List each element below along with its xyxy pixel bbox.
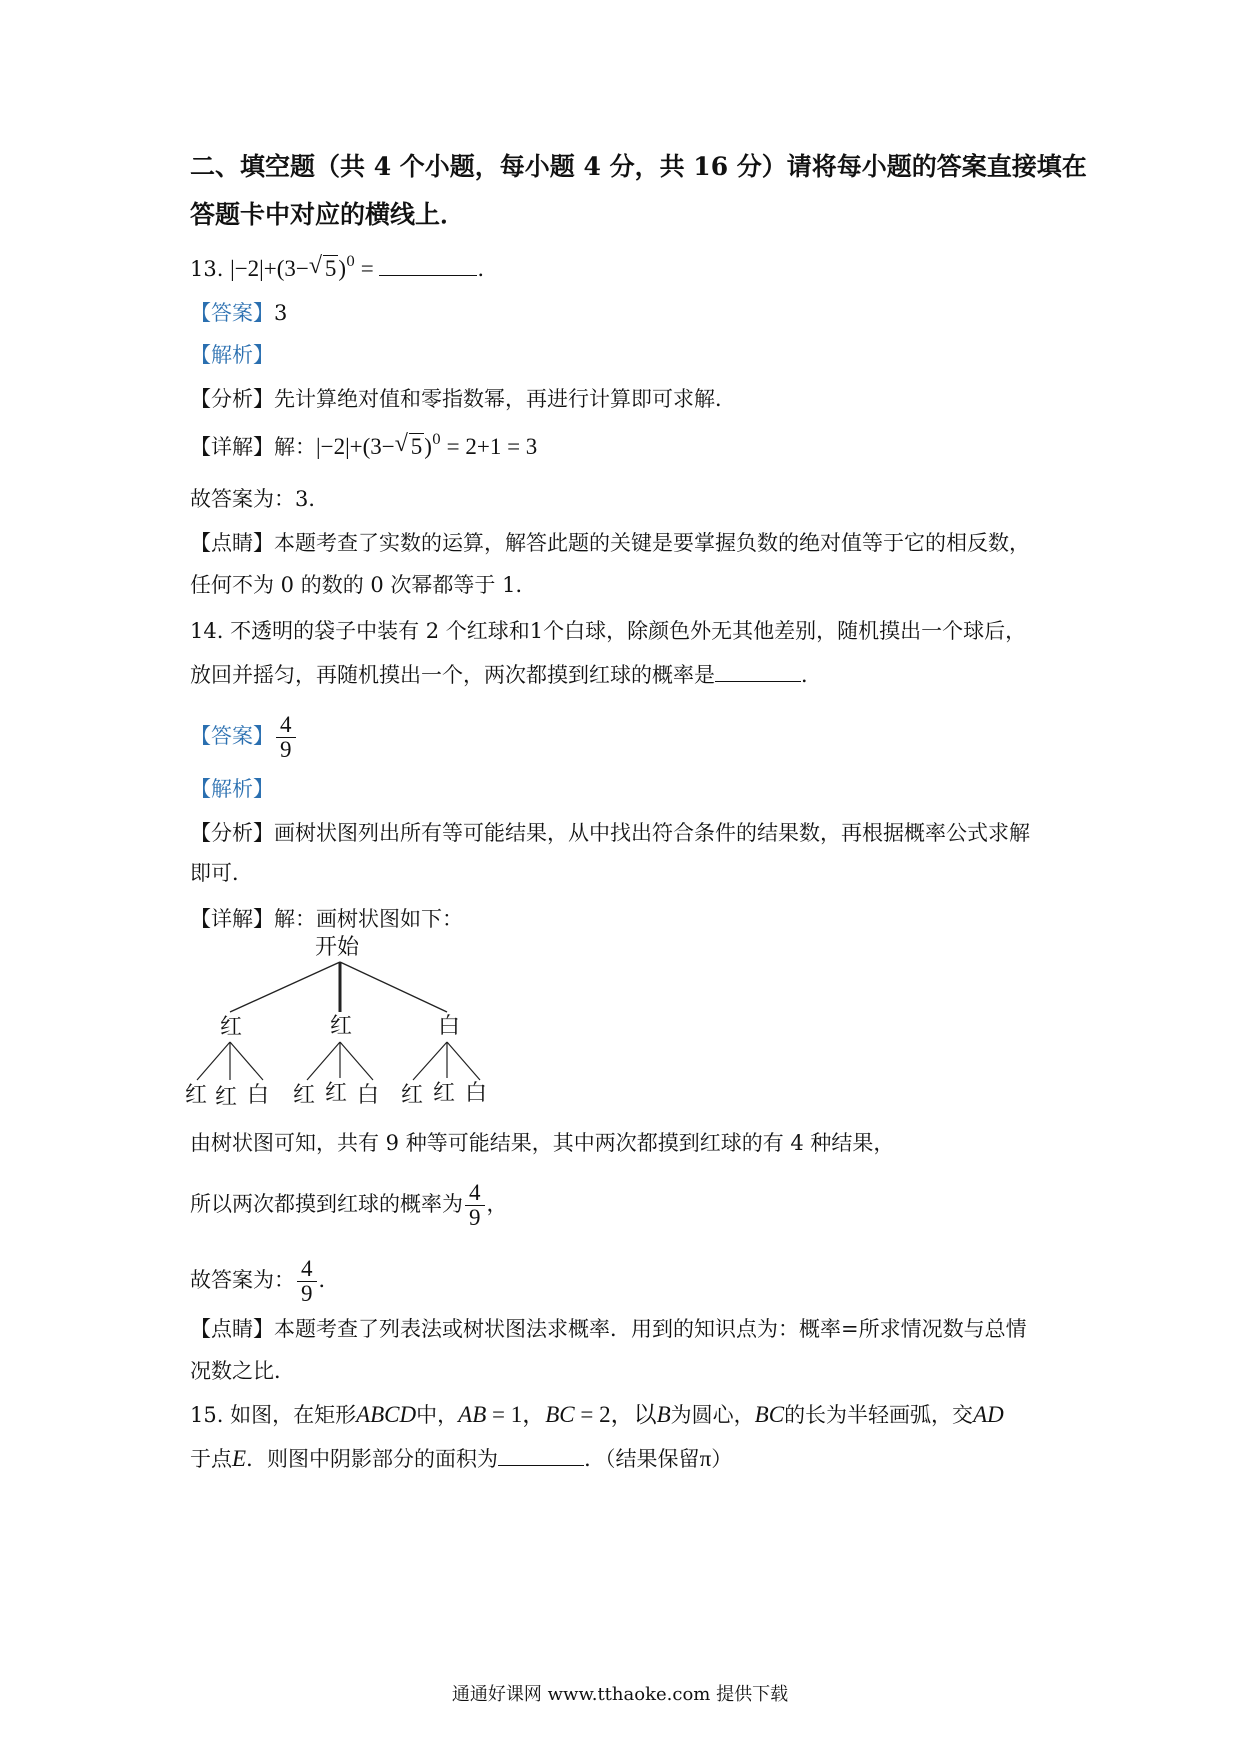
question-text: = 2，以	[574, 1402, 657, 1427]
section-heading-line2: 答题卡中对应的横线上．	[190, 200, 466, 229]
question-text: ．则图中阴影部分的面积为	[246, 1447, 499, 1471]
answer-blank	[379, 255, 477, 276]
numerator: 4	[280, 712, 292, 737]
analysis-tag: 【解析】	[190, 343, 274, 367]
expr-part: =	[354, 256, 380, 281]
question-text: 放回并摇匀，再随机摸出一个，两次都摸到红球的概率是	[190, 663, 715, 687]
expr-part: |−2|+(3−	[230, 256, 309, 281]
question-end: ．	[801, 663, 822, 687]
tree-node-l2: 红	[185, 1083, 208, 1108]
radicand: 5	[410, 434, 423, 459]
math-var: AD	[973, 1402, 1004, 1427]
tree-node-l2: 红	[401, 1083, 424, 1108]
dianjing-line2: 况数之比．	[190, 1359, 295, 1383]
conclusion-line1: 由树状图可知，共有 9 种等可能结果，其中两次都摸到红球的有 4 种结果，	[190, 1131, 895, 1155]
xiangjie-text: 解：画树状图如下：	[274, 907, 463, 931]
denominator: 9	[297, 1281, 317, 1306]
tree-edge	[447, 1042, 480, 1080]
fenxi-line2: 即可．	[190, 861, 253, 885]
math-var: E	[232, 1446, 247, 1471]
tree-node-l2: 红	[433, 1081, 456, 1106]
exponent: 0	[431, 432, 441, 448]
question-14-line2	[190, 660, 822, 690]
question-text: 15. 如图，在矩形	[190, 1403, 357, 1427]
gu-text: 故答案为：	[190, 1268, 295, 1292]
sqrt-expr: √ 5	[394, 431, 423, 459]
question-14-line1: 14. 不透明的袋子中装有 2 个红球和1个白球，除颜色外无其他差别，随机摸出一个球后，	[190, 619, 1027, 643]
question-text: ．（结果保留	[584, 1447, 700, 1471]
question-text: 的长为半轻画弧，交	[784, 1403, 974, 1427]
dianjing-line1	[190, 1314, 1027, 1344]
numerator: 4	[301, 1256, 313, 1281]
xiangjie-line	[190, 432, 537, 462]
section-heading-line1: 二、填空题（共 4 个小题，每小题 4 分，共 16 分）请将每小题的答案直接填在	[190, 152, 1087, 181]
gu-line: 故答案为：3．	[190, 487, 330, 511]
dianjing-text: 本题考查了列表法或树状图法求概率．用到的知识点为：概率=所求情况数与总情	[274, 1317, 1027, 1341]
tree-root: 开始	[315, 935, 360, 960]
probability-tree-diagram	[185, 930, 515, 1110]
question-15-line2	[190, 1444, 732, 1474]
math-var: B	[656, 1402, 671, 1427]
tree-edge	[197, 1042, 230, 1080]
expr-result: = 2+1 = 3	[440, 434, 538, 459]
conclusion-line2	[190, 1176, 508, 1232]
answer-line	[190, 298, 287, 328]
dianjing-text: 本题考查了实数的运算，解答此题的关键是要掌握负数的绝对值等于它的相反数，	[274, 531, 1030, 555]
tree-edge	[307, 1042, 340, 1080]
analysis-tag: 【解析】	[190, 777, 274, 801]
dianjing-line2: 任何不为 0 的数的 0 次幂都等于 1．	[190, 573, 537, 597]
dianjing-tag: 【点睛】	[190, 531, 274, 555]
question-number: 13.	[190, 257, 224, 281]
denominator: 9	[276, 737, 296, 762]
sqrt-expr: √ 5	[308, 253, 337, 281]
tree-node-l2: 红	[215, 1085, 238, 1110]
tree-node-l1: 红	[220, 1015, 243, 1040]
math-var: BC	[545, 1402, 575, 1427]
answer-blank	[715, 661, 801, 682]
denominator: 9	[465, 1205, 485, 1230]
math-var: AB	[458, 1402, 487, 1427]
question-text: 中，	[416, 1403, 459, 1427]
tree-node-l1: 白	[438, 1014, 461, 1039]
radicand: 5	[324, 256, 337, 281]
punctuation: ，	[486, 1192, 508, 1216]
question-15-line1	[190, 1400, 1004, 1430]
pi-symbol: π	[699, 1446, 712, 1471]
expr-part: )	[424, 434, 432, 459]
gu-line	[190, 1252, 340, 1308]
xiangjie-tag: 【详解】	[190, 907, 274, 931]
math-var: BC	[754, 1402, 785, 1427]
answer-fraction	[276, 713, 296, 762]
probability-fraction	[465, 1181, 485, 1230]
tree-node-l2: 白	[247, 1083, 270, 1108]
xiangjie-tag: 【详解】	[190, 435, 274, 459]
answer-blank	[498, 1445, 584, 1466]
fenxi-line	[190, 384, 736, 414]
math-var: ABCD	[356, 1402, 417, 1427]
tree-node-l2: 红	[325, 1081, 348, 1106]
tree-edge	[413, 1042, 447, 1080]
question-13	[190, 254, 498, 284]
fenxi-tag: 【分析】	[190, 387, 274, 411]
fenxi-text: 先计算绝对值和零指数幂，再进行计算即可求解．	[274, 387, 736, 411]
answer-value: 3	[274, 301, 288, 325]
punctuation: ．	[318, 1268, 340, 1292]
tree-edge	[340, 962, 447, 1012]
tree-node-l1: 红	[330, 1014, 353, 1039]
dianjing-tag: 【点睛】	[190, 1317, 274, 1341]
question-text: ）	[711, 1447, 733, 1471]
answer-tag: 【答案】	[190, 301, 274, 325]
answer-tag: 【答案】	[190, 724, 274, 748]
question-text: 为圆心，	[670, 1403, 755, 1427]
xiangjie-pre: 解：	[274, 435, 316, 459]
dianjing-line1	[190, 528, 1030, 558]
tree-edge	[340, 1042, 373, 1080]
fenxi-tag: 【分析】	[190, 821, 274, 845]
conclusion-text: 所以两次都摸到红球的概率为	[190, 1192, 463, 1216]
answer-fraction	[297, 1257, 317, 1306]
fenxi-line1	[190, 818, 1030, 848]
question-end: ．	[477, 257, 499, 281]
question-text: = 1，	[486, 1402, 546, 1427]
tree-edge	[230, 1042, 263, 1080]
expr-part: |−2|+(3−	[316, 434, 395, 459]
question-text: 于点	[190, 1447, 232, 1471]
tree-node-l2: 红	[293, 1083, 316, 1108]
fenxi-text: 画树状图列出所有等可能结果，从中找出符合条件的结果数，再根据概率公式求解	[274, 821, 1030, 845]
tree-edge	[230, 962, 340, 1012]
answer-line	[190, 708, 298, 764]
numerator: 4	[469, 1180, 481, 1205]
page-footer: 通通好课网 www.tthaoke.com 提供下载	[451, 1684, 789, 1705]
exponent: 0	[346, 254, 355, 270]
tree-node-l2: 白	[357, 1083, 380, 1108]
tree-node-l2: 白	[465, 1081, 488, 1106]
expr-part: )	[338, 256, 347, 281]
